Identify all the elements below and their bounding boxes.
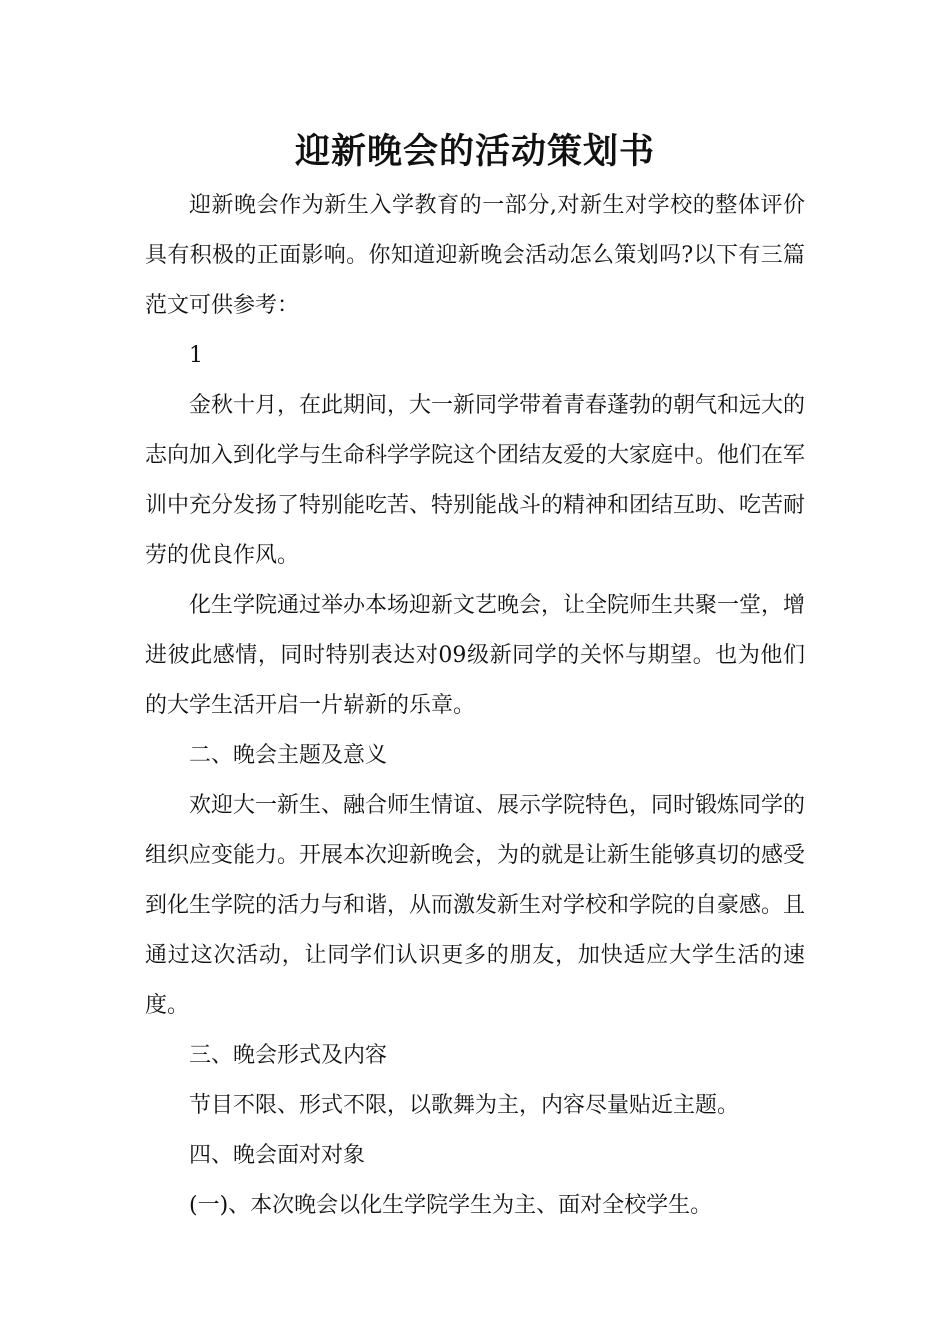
background-paragraph: 金秋十月，在此期间，大一新同学带着青春蓬勃的朝气和远大的志向加入到化学与生命科学学院这个团结友爱的大家庭中。他们在军训中充分发扬了特别能吃苦、特别能战斗的精神和团结互助、吃苦耐劳的优良作风。 [145, 393, 806, 568]
intro-paragraph: 迎新晚会作为新生入学教育的一部分,对新生对学校的整体评价具有积极的正面影响。你知道迎新晚会活动怎么策划吗?以下有三篇范文可供参考： [145, 193, 805, 318]
theme-paragraph: 欢迎大一新生、融合师生情谊、展示学院特色，同时锻炼同学的组织应变能力。开展本次迎新晚会，为的就是让新生能够真切的感受到化生学院的活力与和谐，从而激发新生对学校和学院的自豪感。且通过这次活动，让同学们认识更多的朋友，加快适应大学生活的速度。 [145, 793, 806, 1018]
heading-theme: 二、晚会主题及意义 [189, 743, 388, 768]
purpose-paragraph: 化生学院通过举办本场迎新文艺晚会，让全院师生共聚一堂，增进彼此感情，同时特别表达对09级新同学的关怀与期望。也为他们的大学生活开启一片崭新的乐章。 [145, 593, 806, 718]
format-paragraph: 节目不限、形式不限，以歌舞为主，内容尽量贴近主题。 [189, 1093, 740, 1118]
document-title: 迎新晚会的活动策划书 [294, 131, 655, 172]
heading-format: 三、晚会形式及内容 [189, 1043, 388, 1068]
heading-audience: 四、晚会面对对象 [189, 1143, 366, 1168]
audience-paragraph: (一)、本次晚会以化生学院学生为主、面对全校学生。 [189, 1193, 713, 1218]
document-body [145, 181, 805, 1231]
section-number: 1 [189, 343, 203, 368]
